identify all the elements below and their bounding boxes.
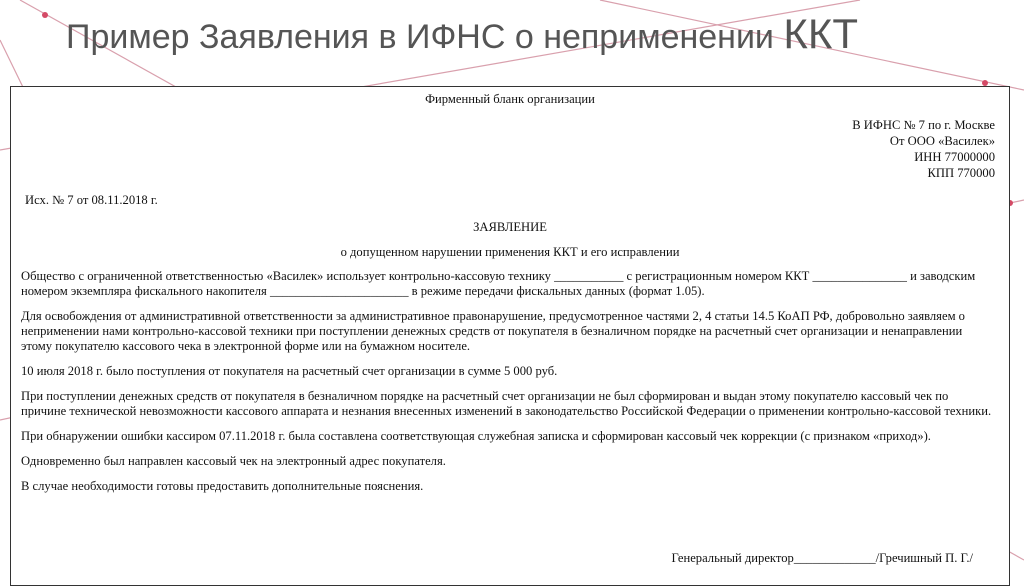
paragraph-reason: При поступлении денежных средств от покупателя в безналичном порядке на расчетный счет организации не был сформирован и выдан этому покупателю кассовый чек по причине технической невозможности кассового аппарата и незнания внесенных изменений в законодательство Российской Федерации о применении контрольно-кассовой техники. bbox=[21, 389, 992, 418]
slide-title bbox=[66, 10, 858, 58]
slide-title-main: Пример Заявления в ИФНС о неприменении bbox=[66, 18, 774, 56]
addressee-block bbox=[852, 117, 995, 181]
paragraph-exemption: Для освобождения от административной ответственности за административное правонарушение, предусмотренное частями 2, 4 статьи 14.5 КоАП РФ, добровольно заявляем о неприменении нами контрольно-кассовой техники при поступлении денежных средств от покупателя в безналичном порядке на расчетный счет организации и ненаправлении этому покупателю кассового чека в электронной форме или на бумажном носителе. bbox=[21, 309, 965, 353]
paragraph-email-receipt: Одновременно был направлен кассовый чек на электронный адрес покупателя. bbox=[21, 454, 446, 468]
paragraph-explanations: В случае необходимости готовы предоставить дополнительные пояснения. bbox=[21, 479, 424, 493]
addressee-kpp: КПП 770000 bbox=[927, 166, 995, 180]
paragraph-kkt-usage: Общество с ограниченной ответственностью «Василек» использует контрольно-кассовую технику ___________ с регистрационным номером ККТ _______________ и заводским номером экземпляра фискального накопителя ______________________ в режиме передачи фискальных данных (формат 1.05). bbox=[21, 269, 976, 298]
signature-line: Генеральный директор_____________/Гречишный П. Г./ bbox=[671, 551, 973, 565]
addressee-inn: ИНН 77000000 bbox=[914, 150, 995, 164]
paragraph-correction: При обнаружении ошибки кассиром 07.11.2018 г. была составлена соответствующая служебная записка и сформирован кассовый чек коррекции (с признаком «приход»). bbox=[21, 429, 931, 443]
letterhead: Фирменный бланк организации bbox=[425, 92, 595, 106]
addressee-from: От ООО «Василек» bbox=[889, 134, 995, 148]
document-body bbox=[21, 269, 993, 504]
paragraph-payment: 10 июля 2018 г. было поступления от покупателя на расчетный счет организации в сумме 5 000 руб. bbox=[21, 364, 558, 378]
outgoing-number: Исх. № 7 от 08.11.2018 г. bbox=[25, 193, 158, 207]
document-subtitle: о допущенном нарушении применения ККТ и его исправлении bbox=[340, 245, 680, 259]
application-document bbox=[10, 86, 1010, 586]
addressee-tax-office: В ИФНС № 7 по г. Москве bbox=[852, 118, 995, 132]
document-title: ЗАЯВЛЕНИЕ bbox=[473, 220, 547, 234]
slide-title-kkt: ККТ bbox=[783, 10, 858, 57]
